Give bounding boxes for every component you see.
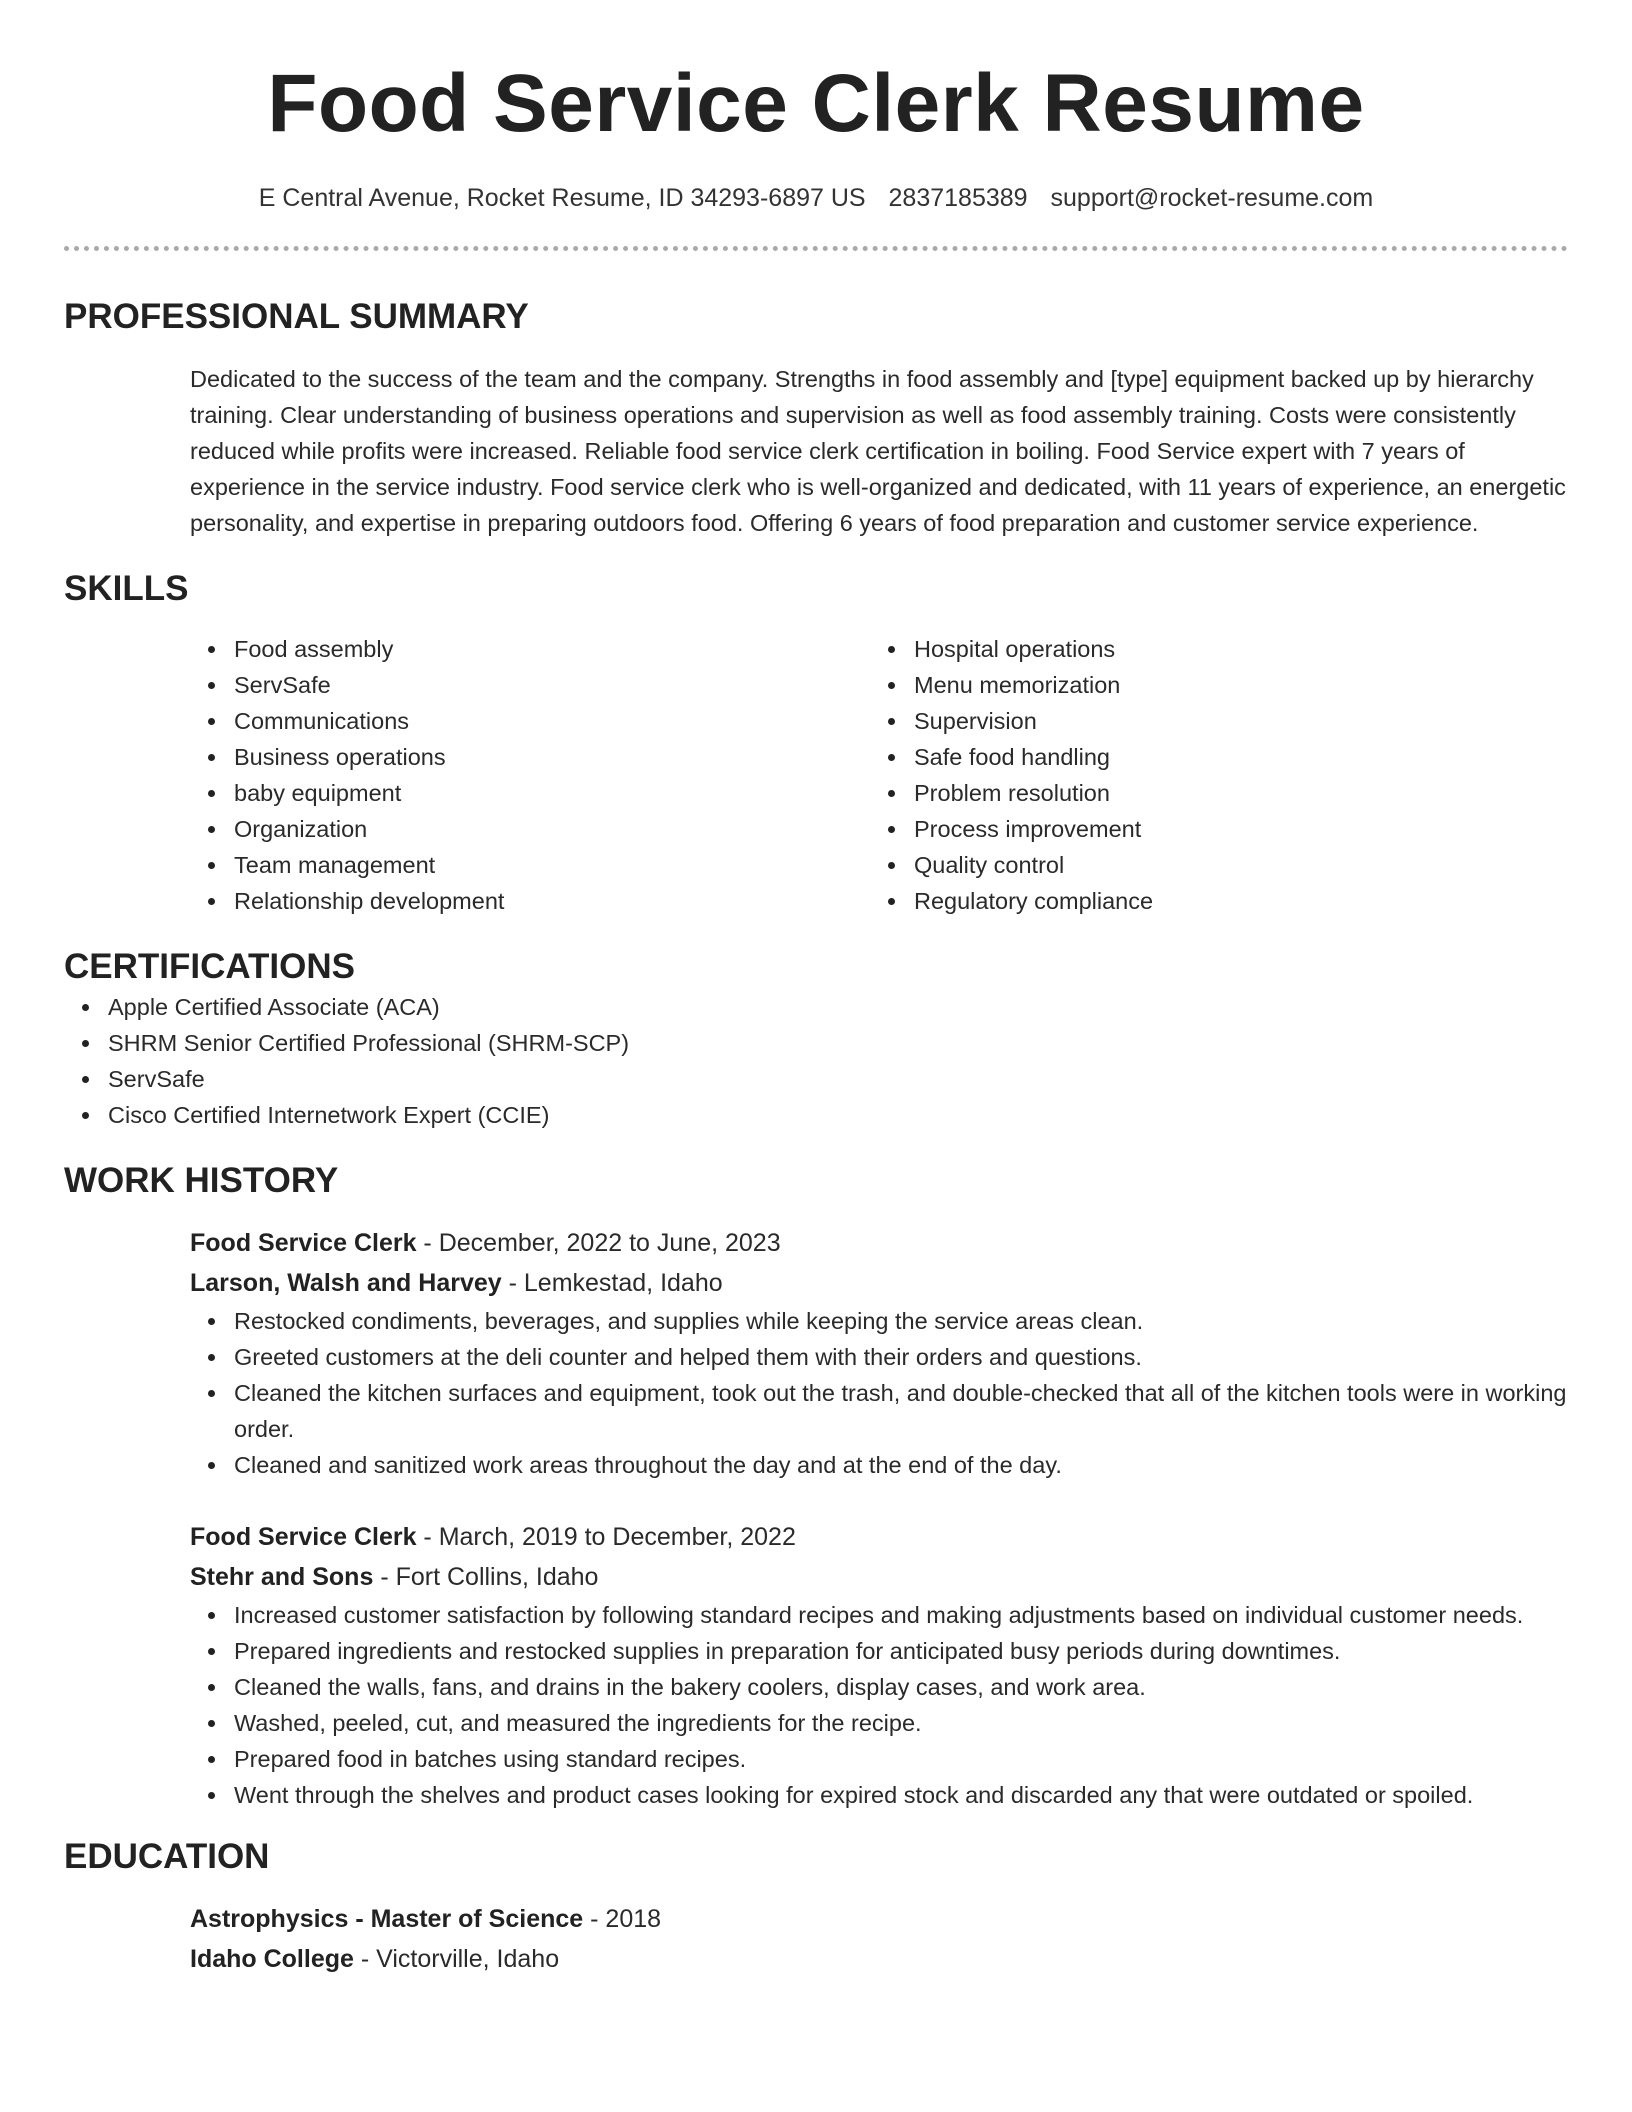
certifications-heading: CERTIFICATIONS bbox=[64, 947, 356, 986]
skill-item: Supervision bbox=[914, 703, 1550, 739]
skill-item: Hospital operations bbox=[914, 631, 1550, 667]
skills-grid bbox=[190, 631, 1568, 919]
certification-item: ServSafe bbox=[108, 1061, 1568, 1097]
education-heading: EDUCATION bbox=[64, 1837, 270, 1876]
skill-item: baby equipment bbox=[234, 775, 870, 811]
skill-item: Team management bbox=[234, 847, 870, 883]
job-duty: Washed, peeled, cut, and measured the ingredients for the recipe. bbox=[234, 1705, 1568, 1741]
skills-column-left bbox=[190, 631, 870, 919]
skills-list-left bbox=[190, 631, 870, 919]
skill-item: Menu memorization bbox=[914, 667, 1550, 703]
certification-item: SHRM Senior Certified Professional (SHRM-SCP) bbox=[108, 1025, 1568, 1061]
header-divider bbox=[64, 246, 1568, 251]
education-entry bbox=[190, 1899, 1568, 1979]
resume-title: Food Service Clerk Resume bbox=[267, 58, 1365, 149]
education-school-line bbox=[190, 1939, 1568, 1979]
job-duty: Prepared ingredients and restocked supplies in preparation for anticipated busy periods during downtimes. bbox=[234, 1633, 1568, 1669]
contact-line bbox=[64, 182, 1568, 214]
job-company: Stehr and Sons bbox=[190, 1563, 374, 1591]
skill-item: Quality control bbox=[914, 847, 1550, 883]
job-duty: Cleaned the walls, fans, and drains in the bakery coolers, display cases, and work area. bbox=[234, 1669, 1568, 1705]
skills-section bbox=[64, 567, 1568, 919]
skill-item: Food assembly bbox=[234, 631, 870, 667]
skill-item: Organization bbox=[234, 811, 870, 847]
job-entry bbox=[190, 1517, 1568, 1813]
skills-list-right bbox=[870, 631, 1550, 919]
job-duty: Restocked condiments, beverages, and supplies while keeping the service areas clean. bbox=[234, 1303, 1568, 1339]
summary-text: Dedicated to the success of the team and the company. Strengths in food assembly and [type] equipment backed up by hierarchy training. Clear understanding of business operations and supervision as well as food assembly training. Costs were consistently reduced while profits were increased. Reliable food service clerk certification in boiling. Food Service expert with 7 years of experience in the service industry. Food service clerk who is well-organized and dedicated, with 11 years of experience, an energetic personality, and expertise in preparing outdoors food. Offering 6 years of food preparation and customer service experience. bbox=[190, 366, 1566, 536]
job-company: Larson, Walsh and Harvey bbox=[190, 1269, 502, 1297]
certifications-list bbox=[64, 989, 1568, 1133]
education-school: Idaho College bbox=[190, 1945, 354, 1973]
job-location: - Lemkestad, Idaho bbox=[501, 1269, 723, 1297]
job-location: - Fort Collins, Idaho bbox=[373, 1563, 599, 1591]
job-title: Food Service Clerk bbox=[190, 1229, 417, 1257]
education-section bbox=[64, 1835, 1568, 1979]
skill-item: Regulatory compliance bbox=[914, 883, 1550, 919]
skill-item: Problem resolution bbox=[914, 775, 1550, 811]
job-duty: Went through the shelves and product cases looking for expired stock and discarded any that were outdated or spoiled. bbox=[234, 1777, 1568, 1813]
job-company-line bbox=[190, 1557, 1568, 1597]
certifications-section bbox=[64, 945, 1568, 1133]
skill-item: ServSafe bbox=[234, 667, 870, 703]
job-title-line bbox=[190, 1223, 1568, 1263]
job-duty: Cleaned and sanitized work areas throughout the day and at the end of the day. bbox=[234, 1447, 1568, 1483]
job-duties-list bbox=[190, 1597, 1568, 1813]
summary-heading: PROFESSIONAL SUMMARY bbox=[64, 297, 529, 336]
job-dates: - December, 2022 to June, 2023 bbox=[416, 1229, 781, 1257]
education-location: - Victorville, Idaho bbox=[353, 1945, 560, 1973]
job-duty: Increased customer satisfaction by following standard recipes and making adjustments based on individual customer needs. bbox=[234, 1597, 1568, 1633]
education-degree-line bbox=[190, 1899, 1568, 1939]
resume-page bbox=[64, 0, 1568, 1979]
education-degree: Astrophysics - Master of Science bbox=[190, 1905, 584, 1933]
certification-item: Apple Certified Associate (ACA) bbox=[108, 989, 1568, 1025]
job-duty: Prepared food in batches using standard recipes. bbox=[234, 1741, 1568, 1777]
job-duty: Greeted customers at the deli counter and helped them with their orders and questions. bbox=[234, 1339, 1568, 1375]
certification-item: Cisco Certified Internetwork Expert (CCIE) bbox=[108, 1097, 1568, 1133]
contact-email[interactable]: support@rocket-resume.com bbox=[1050, 184, 1374, 212]
job-entry bbox=[190, 1223, 1568, 1483]
job-title: Food Service Clerk bbox=[190, 1523, 417, 1551]
job-company-line bbox=[190, 1263, 1568, 1303]
skill-item: Safe food handling bbox=[914, 739, 1550, 775]
summary-section bbox=[64, 295, 1568, 541]
work-history-section bbox=[64, 1159, 1568, 1813]
work-history-heading: WORK HISTORY bbox=[64, 1161, 339, 1200]
job-title-line bbox=[190, 1517, 1568, 1557]
job-duties-list bbox=[190, 1303, 1568, 1483]
skill-item: Process improvement bbox=[914, 811, 1550, 847]
contact-address: E Central Avenue, Rocket Resume, ID 34293-6897 US bbox=[258, 184, 866, 212]
education-year: - 2018 bbox=[583, 1905, 662, 1933]
job-duty: Cleaned the kitchen surfaces and equipment, took out the trash, and double-checked that all of the kitchen tools were in working order. bbox=[234, 1375, 1568, 1447]
skill-item: Communications bbox=[234, 703, 870, 739]
job-dates: - March, 2019 to December, 2022 bbox=[416, 1523, 796, 1551]
contact-phone: 2837185389 bbox=[888, 184, 1028, 212]
skill-item: Business operations bbox=[234, 739, 870, 775]
skill-item: Relationship development bbox=[234, 883, 870, 919]
skills-heading: SKILLS bbox=[64, 569, 189, 608]
skills-column-right bbox=[870, 631, 1550, 919]
